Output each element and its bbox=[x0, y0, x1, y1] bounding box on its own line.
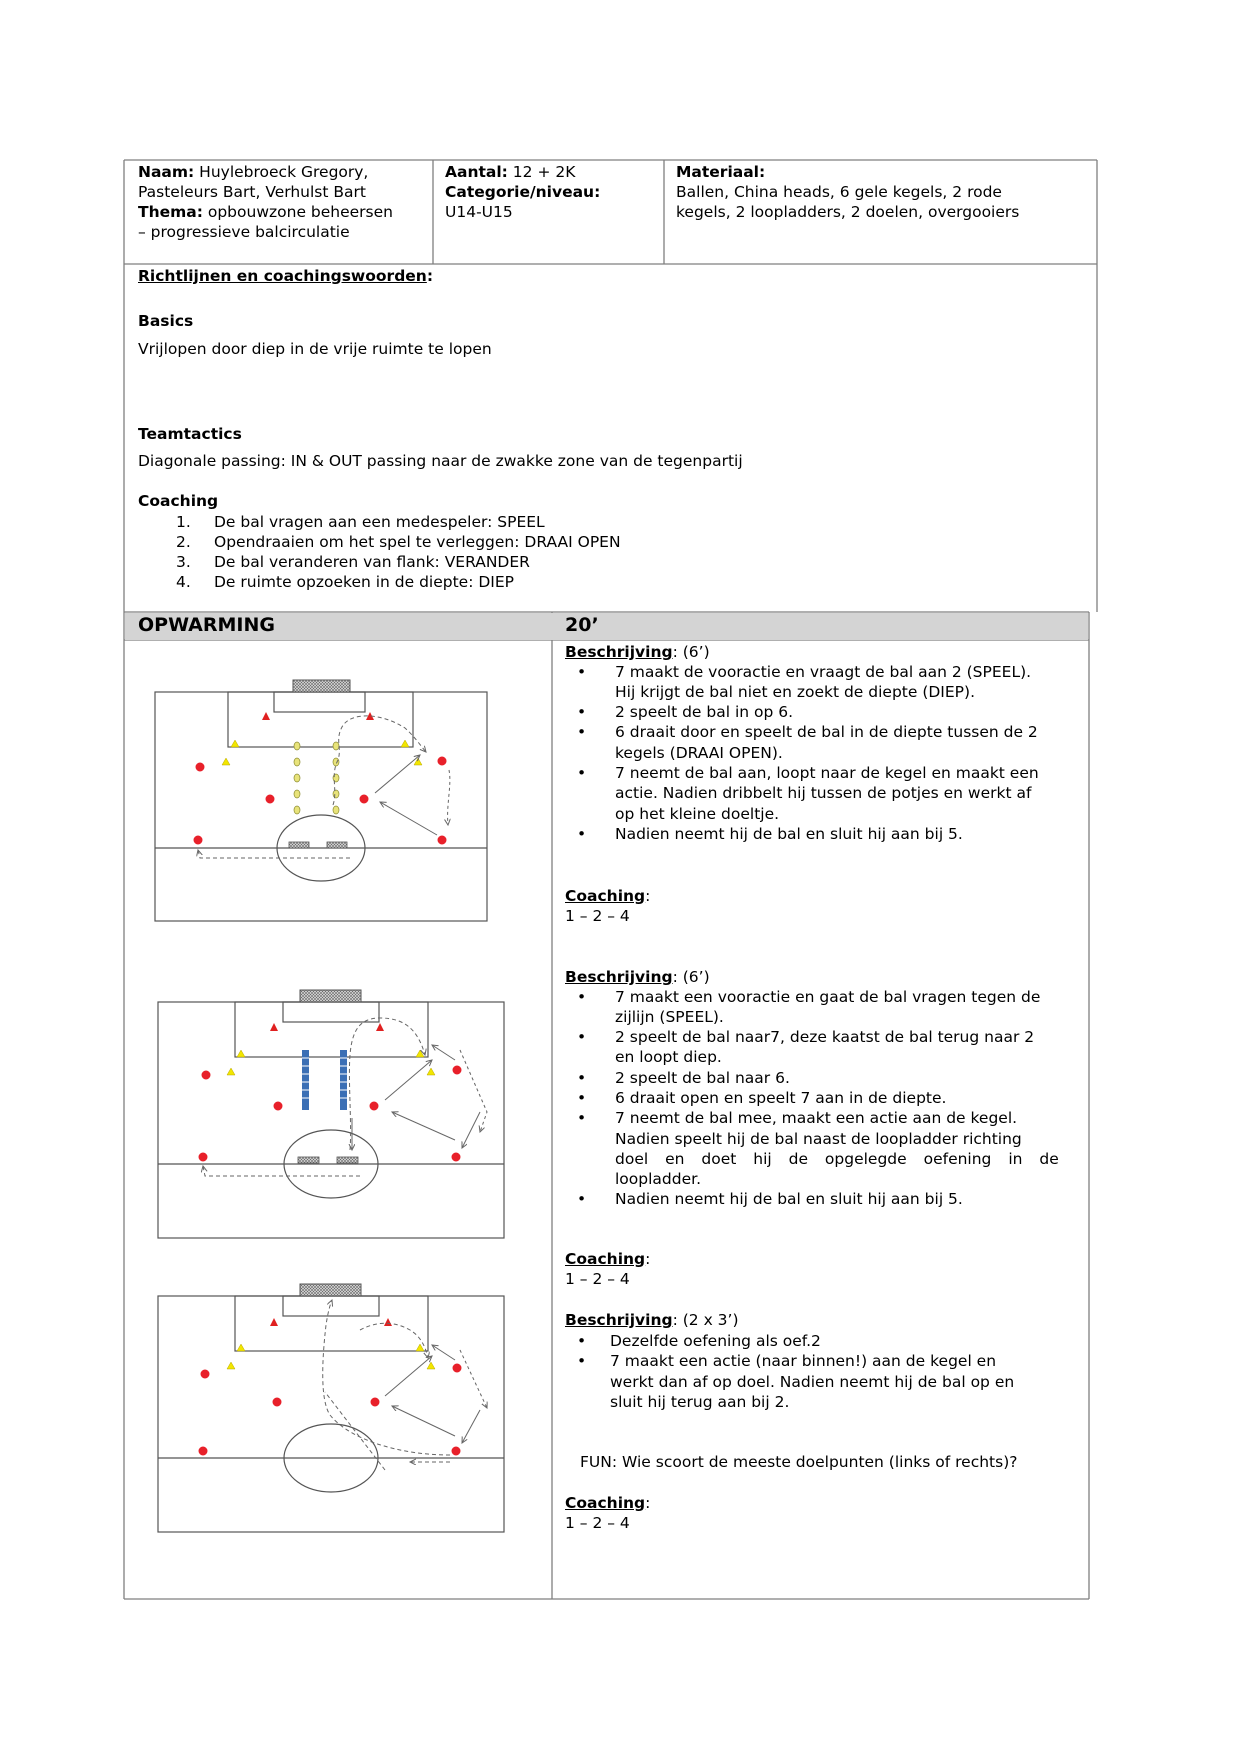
list-item: • 6 draait open en speelt 7 aan in de diepte. bbox=[565, 1088, 1080, 1108]
beschrijving-label: Beschrijving bbox=[565, 968, 673, 986]
list-item: • 7 neemt de bal mee, maakt een actie aan de kegel. Nadien speelt hij de bal naast de loopladder richting doel en doet hij de opgelegde oefening in de loopladder. bbox=[565, 1108, 1080, 1189]
list-item: • Dezelfde oefening als oef.2 bbox=[565, 1331, 1080, 1351]
list-item: • Nadien neemt hij de bal en sluit hij aan bij 5. bbox=[565, 1189, 1080, 1209]
red-cone-icon bbox=[270, 1023, 278, 1031]
diagram-3 bbox=[158, 1284, 504, 1532]
yellow-cone-icon bbox=[227, 1362, 235, 1369]
beschrijving-duration: : (6’) bbox=[672, 968, 710, 986]
yellow-cone-icon bbox=[222, 758, 230, 765]
list-item: • 7 neemt de bal aan, loopt naar de kegel en maakt een actie. Nadien dribbelt hij tussen de potjes en werkt af op het kleine doeltje. bbox=[565, 763, 1080, 824]
red-cone-icon bbox=[270, 1318, 278, 1326]
beschrijving-label: Beschrijving bbox=[565, 1311, 673, 1329]
materiaal-line1: Ballen, China heads, 6 gele kegels, 2 rode bbox=[676, 183, 1002, 201]
guidelines-heading: Richtlijnen en coachingswoorden: bbox=[138, 267, 434, 285]
list-item: • 2 speelt de bal naar 6. bbox=[565, 1068, 1080, 1088]
list-item: 1. De bal vragen aan een medespeler: SPEEL bbox=[176, 513, 545, 531]
teamtactics-text: Diagonale passing: IN & OUT passing naar de zwakke zone van de tegenpartij bbox=[138, 452, 743, 470]
coaching-value: 1 – 2 – 4 bbox=[565, 907, 630, 925]
player-icon bbox=[452, 1363, 462, 1373]
player-icon bbox=[452, 1065, 462, 1075]
thema-label: Thema: bbox=[138, 203, 203, 221]
fun-text: FUN: Wie scoort de meeste doelpunten (links of rechts)? bbox=[580, 1453, 1018, 1471]
red-cone-icon bbox=[384, 1318, 392, 1326]
yellow-cone-icon bbox=[401, 740, 409, 747]
naam-value: Huylebroeck Gregory, bbox=[194, 163, 369, 181]
list-item: • 7 maakt een actie (naar binnen!) aan de kegel en werkt dan af op doel. Nadien neemt hij de bal op en sluit hij terug aan bij 2. bbox=[565, 1351, 1080, 1412]
materiaal-label: Materiaal: bbox=[676, 163, 766, 181]
player-icon bbox=[198, 1152, 208, 1162]
coaching-title: Coaching bbox=[138, 492, 219, 510]
player-icon bbox=[451, 1446, 461, 1456]
categorie-label: Categorie/niveau: bbox=[445, 183, 601, 201]
mini-goal-icon bbox=[298, 1157, 319, 1163]
yellow-cone-icon bbox=[427, 1068, 435, 1075]
list-item: 2. Opendraaien om het spel te verleggen: DRAAI OPEN bbox=[176, 533, 621, 551]
goal-icon bbox=[300, 990, 361, 1002]
player-icon bbox=[265, 794, 275, 804]
yellow-cone-icon bbox=[237, 1050, 245, 1057]
list-item: • 2 speelt de bal in op 6. bbox=[565, 702, 1080, 722]
thema-value: opbouwzone beheersen bbox=[202, 203, 393, 221]
player-icon bbox=[272, 1397, 282, 1407]
mini-goal-icon bbox=[337, 1157, 358, 1163]
player-icon bbox=[200, 1369, 210, 1379]
list-item: 3. De bal veranderen van flank: VERANDER bbox=[176, 553, 530, 571]
china-heads bbox=[294, 742, 339, 814]
aantal-label: Aantal: bbox=[445, 163, 508, 181]
naam-line2: Pasteleurs Bart, Verhulst Bart bbox=[138, 183, 366, 201]
basics-title: Basics bbox=[138, 312, 194, 330]
aantal-value: 12 + 2K bbox=[507, 163, 576, 181]
teamtactics-title: Teamtactics bbox=[138, 425, 242, 443]
player-icon bbox=[359, 794, 369, 804]
list-item: • 7 maakt de vooractie en vraagt de bal aan 2 (SPEEL). Hij krijgt de bal niet en zoekt de diepte (DIEP). bbox=[565, 662, 1080, 703]
list-item: • Nadien neemt hij de bal en sluit hij aan bij 5. bbox=[565, 824, 1080, 844]
yellow-cone-icon bbox=[231, 740, 239, 747]
mini-goal-icon bbox=[327, 842, 347, 848]
list-item: 4. De ruimte opzoeken in de diepte: DIEP bbox=[176, 573, 515, 591]
categorie-value: U14-U15 bbox=[445, 203, 513, 221]
player-icon bbox=[195, 762, 205, 772]
coaching-value: 1 – 2 – 4 bbox=[565, 1270, 630, 1288]
diagram-2 bbox=[158, 990, 504, 1238]
ladder-icon bbox=[302, 1050, 309, 1110]
coaching-label: Coaching: bbox=[565, 1494, 651, 1512]
player-icon bbox=[193, 835, 203, 845]
yellow-cone-icon bbox=[416, 1050, 424, 1057]
list-item: • 7 maakt een vooractie en gaat de bal vragen tegen de zijlijn (SPEEL). bbox=[565, 987, 1080, 1028]
goal-icon bbox=[293, 680, 350, 692]
naam-label: Naam: bbox=[138, 163, 195, 181]
red-cone-icon bbox=[262, 712, 270, 720]
beschrijving-duration: : (2 x 3’) bbox=[672, 1311, 739, 1329]
coaching-label: Coaching: bbox=[565, 887, 651, 905]
list-item: • 2 speelt de bal naar7, deze kaatst de bal terug naar 2 en loopt diep. bbox=[565, 1027, 1080, 1068]
yellow-cone-icon bbox=[427, 1362, 435, 1369]
player-icon bbox=[370, 1397, 380, 1407]
player-icon bbox=[201, 1070, 211, 1080]
section-duration: 20’ bbox=[565, 614, 599, 636]
player-icon bbox=[437, 835, 447, 845]
materiaal-line2: kegels, 2 loopladders, 2 doelen, overgooiers bbox=[676, 203, 1020, 221]
player-icon bbox=[273, 1101, 283, 1111]
coaching-value: 1 – 2 – 4 bbox=[565, 1514, 630, 1532]
yellow-cone-icon bbox=[227, 1068, 235, 1075]
player-icon bbox=[198, 1446, 208, 1456]
diagram-1 bbox=[155, 680, 487, 921]
yellow-cone-icon bbox=[237, 1344, 245, 1351]
mini-goal-icon bbox=[289, 842, 309, 848]
goal-icon bbox=[300, 1284, 361, 1296]
coaching-label: Coaching: bbox=[565, 1250, 651, 1268]
beschrijving-duration: : (6’) bbox=[672, 643, 710, 661]
yellow-cone-icon bbox=[416, 1344, 424, 1351]
ladder-icon bbox=[340, 1050, 347, 1110]
player-icon bbox=[451, 1152, 461, 1162]
section-title: OPWARMING bbox=[138, 614, 275, 636]
basics-text: Vrijlopen door diep in de vrije ruimte te lopen bbox=[138, 340, 492, 358]
list-item: • 6 draait door en speelt de bal in de diepte tussen de 2 kegels (DRAAI OPEN). bbox=[565, 722, 1080, 763]
thema-line2: – progressieve balcirculatie bbox=[138, 223, 350, 241]
player-icon bbox=[369, 1101, 379, 1111]
red-cone-icon bbox=[376, 1023, 384, 1031]
beschrijving-label: Beschrijving bbox=[565, 643, 673, 661]
player-icon bbox=[437, 756, 447, 766]
